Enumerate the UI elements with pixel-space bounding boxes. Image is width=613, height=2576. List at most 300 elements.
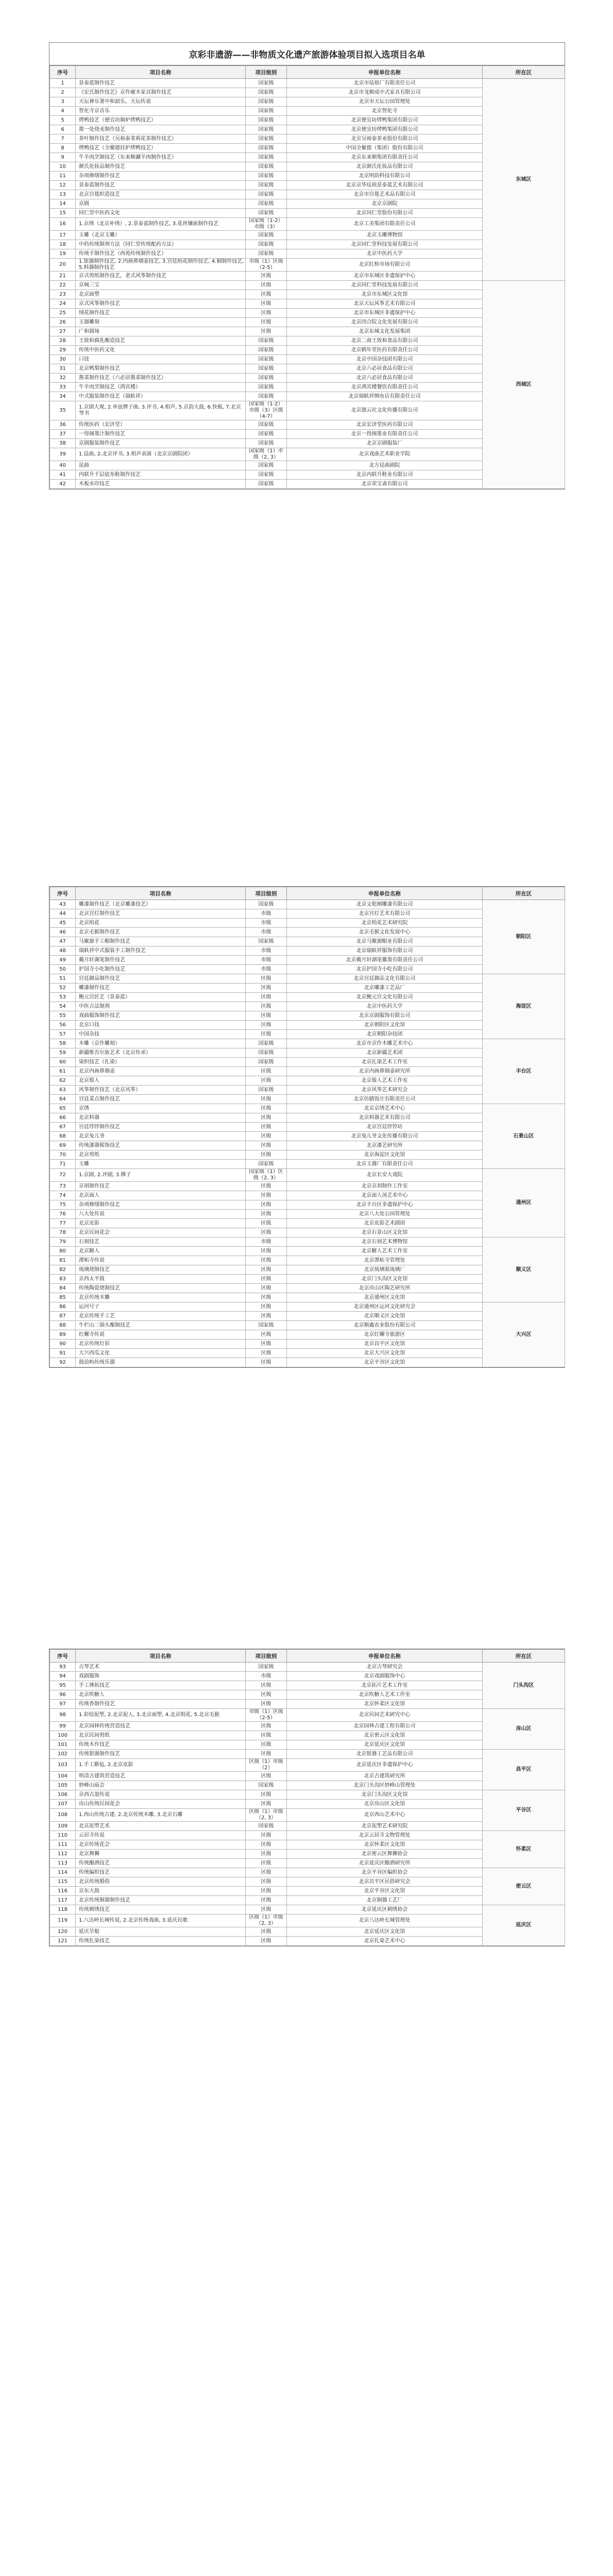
cell-level: 国家级 <box>246 153 287 162</box>
cell-project: 王致和腐乳酿造技艺 <box>76 336 246 346</box>
cell-project: 北京面人 <box>76 1191 246 1200</box>
table-row <box>50 79 565 88</box>
cell-project: 颜氏化妆品制作技艺 <box>76 162 246 172</box>
cell-level: 区级 <box>246 1030 287 1039</box>
cell-level: 国家级（1-2）市级（3）区级（4-7） <box>246 401 287 420</box>
cell-project: 北京传统花会 <box>76 1840 246 1850</box>
cell-seq: 53 <box>50 993 76 1002</box>
cell-level: 区级 <box>246 1293 287 1302</box>
cell-project: 北京传统铜器制作技艺 <box>76 1896 246 1905</box>
project-table-1 <box>49 65 565 489</box>
cell-district: 门头沟区 <box>483 1663 565 1709</box>
cell-project: 传统漆器髹饰技艺 <box>76 1141 246 1150</box>
cell-unit: 北京吹糖人艺术工作室 <box>287 1690 483 1700</box>
table-row <box>50 1039 565 1048</box>
header-row <box>50 1650 565 1663</box>
cell-level: 区级 <box>246 1905 287 1914</box>
cell-level: 国家级 <box>246 470 287 480</box>
cell-project: 烤鸭技艺（便宜坊焖炉烤鸭技艺） <box>76 116 246 125</box>
cell-unit: 北京延庆区文化馆 <box>287 1927 483 1937</box>
cell-project: 传统扎染技艺 <box>76 1937 246 1946</box>
cell-project: 戏曲服饰制作技艺 <box>76 1011 246 1021</box>
cell-project: 大兴西瓜文化 <box>76 1349 246 1358</box>
cell-unit: 北京延庆区文化馆 <box>287 1740 483 1750</box>
cell-seq: 28 <box>50 336 76 346</box>
cell-unit: 北京瑞蚨祥绸布店有限责任公司 <box>287 392 483 401</box>
cell-level: 国家级 <box>246 1822 287 1831</box>
table-row <box>50 281 565 290</box>
header-district: 所在区 <box>483 1650 565 1663</box>
cell-project: 北京传统手工艺 <box>76 1312 246 1321</box>
cell-level: 区级 <box>246 1182 287 1191</box>
cell-level: 国家级 <box>246 392 287 401</box>
cell-seq: 47 <box>50 937 76 946</box>
table-page-3 <box>49 1649 565 1946</box>
cell-project: 传统酿酒技艺 <box>76 1859 246 1868</box>
cell-level: 区级 <box>246 281 287 290</box>
cell-unit: 北京扎染艺术工作室 <box>287 1058 483 1067</box>
cell-unit: 北京丰台区非遗保护中心 <box>287 1200 483 1210</box>
cell-unit: 北京古建筑研究所 <box>287 1772 483 1781</box>
cell-level: 区级 <box>246 1831 287 1840</box>
cell-project: 北京民间花会 <box>76 1228 246 1238</box>
cell-project: 1.八达岭长城传说, 2.北京传统戏曲, 3.延庆民歌 <box>76 1914 246 1927</box>
cell-level: 国家级 <box>246 107 287 116</box>
cell-project: 戏剧服饰 <box>76 1672 246 1681</box>
cell-seq: 27 <box>50 327 76 336</box>
cell-project: 一得阁墨汁制作技艺 <box>76 430 246 439</box>
cell-level: 国家级 <box>246 199 287 209</box>
header-level: 项目级别 <box>246 66 287 79</box>
cell-project: 染织技艺（扎染） <box>76 1058 246 1067</box>
cell-level: 区级 <box>246 1700 287 1709</box>
cell-unit: 北京门头沟区妙峰山管理处 <box>287 1781 483 1790</box>
cell-unit: 北京密云区舞狮协会 <box>287 1850 483 1859</box>
cell-seq: 44 <box>50 909 76 919</box>
cell-level: 区级 <box>246 1141 287 1150</box>
cell-seq: 118 <box>50 1905 76 1914</box>
cell-district: 朝阳区 <box>483 900 565 974</box>
cell-district: 顺义区 <box>483 1238 565 1302</box>
cell-project: 1.京剧大观, 2.单弦牌子曲, 3.评书, 4.相声, 5.京韵大鼓, 6.快板, 7.北京琴书 <box>76 401 246 420</box>
cell-seq: 111 <box>50 1840 76 1850</box>
cell-level: 国家级 <box>246 364 287 374</box>
cell-unit: 北京内画鼻烟壶研究所 <box>287 1067 483 1076</box>
cell-level: 区级（1）市级（2, 3） <box>246 1914 287 1927</box>
cell-unit: 北京平谷区编织协会 <box>287 1868 483 1877</box>
cell-unit: 北京市东城区文化馆 <box>287 290 483 299</box>
table-row <box>50 1104 565 1113</box>
cell-seq: 59 <box>50 1048 76 1058</box>
table-row <box>50 1790 565 1800</box>
cell-seq: 121 <box>50 1937 76 1946</box>
cell-unit: 北京六必居食品有限公司 <box>287 374 483 383</box>
cell-level: 区级 <box>246 1859 287 1868</box>
cell-unit: 北京拓片艺术工作室 <box>287 1681 483 1690</box>
cell-unit: 北京风筝艺术研究会 <box>287 1086 483 1095</box>
cell-unit: 北京面人汤艺术中心 <box>287 1191 483 1200</box>
cell-seq: 20 <box>50 259 76 272</box>
cell-seq: 35 <box>50 401 76 420</box>
cell-project: 京式剪纸制作技艺，老式风筝制作技艺 <box>76 272 246 281</box>
cell-project: 北京毛猴制作技艺 <box>76 928 246 937</box>
cell-level: 区级 <box>246 1800 287 1809</box>
cell-level: 区级 <box>246 1850 287 1859</box>
cell-level: 国家级 <box>246 1663 287 1672</box>
cell-district: 丰台区 <box>483 1039 565 1104</box>
cell-project: 北京鸭梨制作技艺 <box>76 364 246 374</box>
cell-level: 区级 <box>246 1868 287 1877</box>
cell-unit: 北京马聚源帽业有限公司 <box>287 937 483 946</box>
cell-seq: 71 <box>50 1160 76 1169</box>
header-level: 项目级别 <box>246 887 287 900</box>
cell-project: 传统银器制作技艺 <box>76 1750 246 1759</box>
cell-seq: 61 <box>50 1067 76 1076</box>
cell-seq: 78 <box>50 1228 76 1238</box>
cell-project: 北京传统灯彩 <box>76 1340 246 1349</box>
cell-level: 区级 <box>246 1219 287 1228</box>
table-row <box>50 1868 565 1877</box>
cell-level: 市级 <box>246 1672 287 1681</box>
cell-level: 区级 <box>246 1067 287 1076</box>
cell-seq: 13 <box>50 190 76 199</box>
cell-level: 区级 <box>246 1123 287 1132</box>
header-project: 项目名称 <box>76 1650 246 1663</box>
cell-level: 区级 <box>246 1937 287 1946</box>
cell-level: 国家级 <box>246 162 287 172</box>
header-row <box>50 887 565 900</box>
cell-unit: 北京延庆区酿酒研究所 <box>287 1859 483 1868</box>
cell-seq: 33 <box>50 383 76 392</box>
cell-unit: 北京门头沟区文化馆 <box>287 1790 483 1800</box>
cell-level: 区级 <box>246 1330 287 1340</box>
cell-seq: 108 <box>50 1809 76 1822</box>
cell-project: 京西古道传说 <box>76 1790 246 1800</box>
cell-project: 京绣 <box>76 1104 246 1113</box>
cell-unit: 北京同仁堂股份有限公司 <box>287 209 483 218</box>
cell-unit: 北京绢花艺术研究院 <box>287 919 483 928</box>
cell-level: 区级 <box>246 327 287 336</box>
cell-unit: 北京鲍元宫文化有限公司 <box>287 993 483 1002</box>
table-row <box>50 1302 565 1312</box>
project-table-3 <box>49 1649 565 1946</box>
cell-seq: 80 <box>50 1247 76 1256</box>
cell-level: 国家级 <box>246 190 287 199</box>
cell-seq: 2 <box>50 88 76 97</box>
cell-project: 传统手制作技艺（西苑传统制作技艺） <box>76 249 246 259</box>
cell-unit: 北京市天坛公园管理处 <box>287 97 483 107</box>
cell-unit: 中国全聚德（集团）股份有限公司 <box>287 144 483 153</box>
cell-level: 国家级 <box>246 937 287 946</box>
cell-seq: 7 <box>50 134 76 144</box>
cell-level: 区级 <box>246 1896 287 1905</box>
cell-unit: 北京扎染艺术中心 <box>287 1937 483 1946</box>
cell-project: 景泰蓝制作技艺 <box>76 79 246 88</box>
cell-unit: 北京房山区文化馆 <box>287 1800 483 1809</box>
cell-seq: 116 <box>50 1887 76 1896</box>
cell-seq: 102 <box>50 1750 76 1759</box>
cell-unit: 北京吴裕泰茶业股份有限公司 <box>287 134 483 144</box>
cell-level: 区级 <box>246 1228 287 1238</box>
cell-unit: 北京六必居食品有限公司 <box>287 364 483 374</box>
cell-seq: 40 <box>50 461 76 470</box>
cell-unit: 北京市东城区非遗保护中心 <box>287 309 483 318</box>
cell-unit: 北京宫灯艺术有限公司 <box>287 909 483 919</box>
cell-seq: 89 <box>50 1330 76 1340</box>
cell-unit: 北京德云社文化传播有限公司 <box>287 401 483 420</box>
cell-unit: 北京宫廷饽饽坊 <box>287 1123 483 1132</box>
table-row <box>50 1905 565 1914</box>
cell-unit: 北京市龙顺成中式家具有限公司 <box>287 88 483 97</box>
cell-level: 区级 <box>246 1877 287 1887</box>
cell-district: 密云区 <box>483 1868 565 1905</box>
cell-project: 传统刺绣技艺 <box>76 1905 246 1914</box>
cell-level: 国家级 <box>246 249 287 259</box>
cell-level: 区级 <box>246 1256 287 1265</box>
table-row <box>50 1169 565 1182</box>
cell-level: 区级 <box>246 1265 287 1275</box>
cell-project: 北京传统婚俗 <box>76 1877 246 1887</box>
cell-project: 广和剧场 <box>76 327 246 336</box>
cell-district: 石景山区 <box>483 1104 565 1169</box>
cell-unit: 北京毛猴文化发展中心 <box>287 928 483 937</box>
cell-unit: 北京市京作木雕艺术中心 <box>287 1039 483 1048</box>
cell-level: 国家级 <box>246 231 287 240</box>
cell-unit: 北京怀柔区文化馆 <box>287 1840 483 1850</box>
cell-level: 区级 <box>246 1790 287 1800</box>
cell-seq: 114 <box>50 1868 76 1877</box>
cell-project: 宫廷饽饽制作技艺 <box>76 1123 246 1132</box>
cell-seq: 73 <box>50 1182 76 1191</box>
cell-unit: 北京延庆区刺绣协会 <box>287 1905 483 1914</box>
table-row <box>50 900 565 909</box>
cell-level: 国家级 <box>246 79 287 88</box>
cell-project: 绒花制作技艺 <box>76 309 246 318</box>
cell-project: 木雕（京作雕刻） <box>76 1039 246 1048</box>
cell-unit: 北京二商王致和食品有限公司 <box>287 336 483 346</box>
cell-seq: 104 <box>50 1772 76 1781</box>
cell-level: 市级 <box>246 1238 287 1247</box>
cell-project: 都一处烧麦制作技艺 <box>76 125 246 134</box>
cell-seq: 9 <box>50 153 76 162</box>
cell-unit: 北京八达岭长城管理处 <box>287 1914 483 1927</box>
cell-unit: 北京仿膳饭庄有限责任公司 <box>287 1095 483 1104</box>
cell-level: 区级 <box>246 1011 287 1021</box>
cell-seq: 14 <box>50 199 76 209</box>
cell-seq: 26 <box>50 318 76 327</box>
cell-project: 北京鬃人 <box>76 1076 246 1086</box>
cell-level: 区级 <box>246 1275 287 1284</box>
cell-level: 市级 <box>246 928 287 937</box>
table-page-2 <box>49 886 565 1368</box>
cell-unit: 北京通州区运河文化研究会 <box>287 1302 483 1312</box>
cell-unit: 北京泥塑艺术研究院 <box>287 1822 483 1831</box>
cell-project: 玉雕（北京玉雕） <box>76 231 246 240</box>
cell-seq: 56 <box>50 1021 76 1030</box>
cell-seq: 54 <box>50 1002 76 1011</box>
cell-level: 市级 <box>246 956 287 965</box>
cell-seq: 38 <box>50 439 76 448</box>
cell-level: 国家级 <box>246 1086 287 1095</box>
cell-seq: 41 <box>50 470 76 480</box>
cell-project: 北京宫灯制作技艺 <box>76 909 246 919</box>
header-project: 项目名称 <box>76 887 246 900</box>
cell-level: 区级 <box>246 1132 287 1141</box>
cell-seq: 4 <box>50 107 76 116</box>
cell-unit: 北京内联升鞋业有限公司 <box>287 470 483 480</box>
cell-project: 1.昆曲, 2.北京评书, 3.相声表演（北京京剧院团） <box>76 448 246 461</box>
cell-project: 延庆旱船 <box>76 1927 246 1937</box>
header-unit: 申报单位名称 <box>287 1650 483 1663</box>
cell-unit: 北京皮影艺术剧团 <box>287 1219 483 1228</box>
cell-project: 传统木作技艺 <box>76 1740 246 1750</box>
cell-unit: 北京兔儿爷文化传播有限公司 <box>287 1132 483 1141</box>
cell-project: 玉器雕刻 <box>76 318 246 327</box>
cell-seq: 65 <box>50 1104 76 1113</box>
cell-unit: 北京荣宝斋有限公司 <box>287 480 483 489</box>
cell-level: 国家级 <box>246 430 287 439</box>
cell-project: 京式风筝制作技艺 <box>76 299 246 309</box>
cell-level: 区级 <box>246 1690 287 1700</box>
cell-seq: 103 <box>50 1759 76 1772</box>
cell-seq: 69 <box>50 1141 76 1150</box>
cell-unit: 北京宏济堂医药有限公司 <box>287 420 483 430</box>
cell-seq: 77 <box>50 1219 76 1228</box>
cell-unit: 北京顺鑫农业股份有限公司 <box>287 1321 483 1330</box>
cell-unit: 北京中国杂技团有限公司 <box>287 355 483 364</box>
cell-seq: 1 <box>50 79 76 88</box>
cell-project: 宫廷菜点制作技艺 <box>76 1095 246 1104</box>
cell-level: 国家级 <box>246 1058 287 1067</box>
header-unit: 申报单位名称 <box>287 887 483 900</box>
cell-project: 内联升千层底布鞋制作技艺 <box>76 470 246 480</box>
cell-seq: 93 <box>50 1663 76 1672</box>
cell-seq: 68 <box>50 1132 76 1141</box>
cell-level: 市级（1）区级（2-5） <box>246 1709 287 1722</box>
cell-seq: 91 <box>50 1349 76 1358</box>
cell-unit: 北京京剧服装厂 <box>287 439 483 448</box>
cell-project: 昆曲 <box>76 461 246 470</box>
cell-level: 区级 <box>246 1750 287 1759</box>
cell-district: 怀柔区 <box>483 1831 565 1868</box>
cell-unit: 北京铜器工艺厂 <box>287 1896 483 1905</box>
cell-unit: 北京戴月轩湖笔徽墨有限责任公司 <box>287 956 483 965</box>
cell-project: 护国寺小吃制作技艺 <box>76 965 246 974</box>
cell-unit: 北京京剧服饰有限公司 <box>287 1011 483 1021</box>
cell-seq: 62 <box>50 1076 76 1086</box>
cell-level: 区级 <box>246 290 287 299</box>
cell-level: 区级 <box>246 1312 287 1321</box>
cell-level: 国家级 <box>246 461 287 470</box>
cell-unit: 北京鸿宾楼餐饮有限责任公司 <box>287 383 483 392</box>
cell-seq: 55 <box>50 1011 76 1021</box>
cell-project: 玉雕 <box>76 1160 246 1169</box>
cell-project: 1.手工擀毡, 2.北京皮影 <box>76 1759 246 1772</box>
cell-seq: 23 <box>50 290 76 299</box>
cell-level: 区级 <box>246 1722 287 1731</box>
header-seq: 序号 <box>50 66 76 79</box>
cell-unit: 北京同仁堂科技发展有限公司 <box>287 240 483 249</box>
cell-seq: 110 <box>50 1831 76 1840</box>
cell-project: 京东大鼓 <box>76 1887 246 1896</box>
header-row <box>50 66 565 79</box>
table-row <box>50 1831 565 1840</box>
cell-seq: 42 <box>50 480 76 489</box>
cell-level: 区级 <box>246 1247 287 1256</box>
cell-seq: 115 <box>50 1877 76 1887</box>
cell-level: 国家级 <box>246 1039 287 1048</box>
cell-seq: 48 <box>50 946 76 956</box>
cell-project: 传统编织技艺 <box>76 1868 246 1877</box>
cell-project: 景泰蓝制作技艺 <box>76 181 246 190</box>
cell-project: 1.银器制作技艺, 2.内画鼻烟壶技艺, 3.宫廷绢花制作技艺, 4.铜制作技艺, 5.料器制作技艺 <box>76 259 246 272</box>
cell-unit: 北京市宫毯艺术品有限公司 <box>287 190 483 199</box>
cell-level: 区级 <box>246 1840 287 1850</box>
table-body <box>50 79 565 489</box>
cell-project: 京剧服装制作技艺 <box>76 439 246 448</box>
cell-project: 1.西山传统古建, 2.北京传统木雕, 3.北京石雕 <box>76 1809 246 1822</box>
cell-unit: 北京园林古建工程有限公司 <box>287 1722 483 1731</box>
cell-seq: 95 <box>50 1681 76 1690</box>
cell-project: 中式服装制作技艺（瑞蚨祥） <box>76 392 246 401</box>
cell-level: 区级 <box>246 1681 287 1690</box>
cell-project: 妙峰山庙会 <box>76 1781 246 1790</box>
cell-project: 中药传统制剂方法（同仁堂传统配药方法） <box>76 240 246 249</box>
header-project: 项目名称 <box>76 66 246 79</box>
cell-level: 区级 <box>246 1358 287 1367</box>
cell-seq: 16 <box>50 218 76 231</box>
cell-seq: 25 <box>50 309 76 318</box>
cell-unit: 北京银器工艺品有限公司 <box>287 1750 483 1759</box>
table-page-1 <box>49 42 565 489</box>
cell-unit: 北京京华珐琅景泰蓝艺术有限公司 <box>287 181 483 190</box>
cell-unit: 北京工美集团有限责任公司 <box>287 218 483 231</box>
cell-project: 石刻技艺 <box>76 1238 246 1247</box>
cell-level: 国家级（1-2）市级（3） <box>246 218 287 231</box>
cell-project: 北京皮影 <box>76 1219 246 1228</box>
cell-level: 区级 <box>246 1076 287 1086</box>
cell-level: 市级 <box>246 919 287 928</box>
cell-project: 运河号子 <box>76 1302 246 1312</box>
cell-seq: 6 <box>50 125 76 134</box>
cell-unit: 北京料器艺术有限公司 <box>287 1113 483 1123</box>
cell-project: 手工捶拓技艺 <box>76 1681 246 1690</box>
cell-unit: 北京东来顺集团有限责任公司 <box>287 153 483 162</box>
cell-project: 八大处传说 <box>76 1210 246 1219</box>
cell-project: 传统香制作技艺 <box>76 1700 246 1709</box>
cell-unit: 北京长安大戏院 <box>287 1169 483 1182</box>
cell-project: 北京兔儿爷 <box>76 1132 246 1141</box>
cell-level: 区级 <box>246 1927 287 1937</box>
cell-unit: 北京戏剧服饰中心 <box>287 1672 483 1681</box>
cell-level: 区级 <box>246 299 287 309</box>
cell-unit: 北京海淀区文化馆 <box>287 1150 483 1160</box>
cell-unit: 北京顺义区文化馆 <box>287 1312 483 1321</box>
cell-seq: 66 <box>50 1113 76 1123</box>
cell-seq: 113 <box>50 1859 76 1868</box>
cell-seq: 67 <box>50 1123 76 1132</box>
cell-level: 国家级 <box>246 439 287 448</box>
cell-seq: 74 <box>50 1191 76 1200</box>
cell-project: 牛栏山二锅头酿制技艺 <box>76 1321 246 1330</box>
cell-seq: 5 <box>50 116 76 125</box>
cell-level: 区级 <box>246 1740 287 1750</box>
cell-project: 《宏氏制作技艺》京作硬木家具制作技艺 <box>76 88 246 97</box>
document-title: 京彩非遗游——非物质文化遗产旅游体验项目拟入选项目名单 <box>49 43 565 65</box>
cell-level: 区级 <box>246 309 287 318</box>
cell-unit: 北京瑞蚨祥服饰有限公司 <box>287 946 483 956</box>
cell-unit: 北京琉璃渠琉璃厂 <box>287 1265 483 1275</box>
